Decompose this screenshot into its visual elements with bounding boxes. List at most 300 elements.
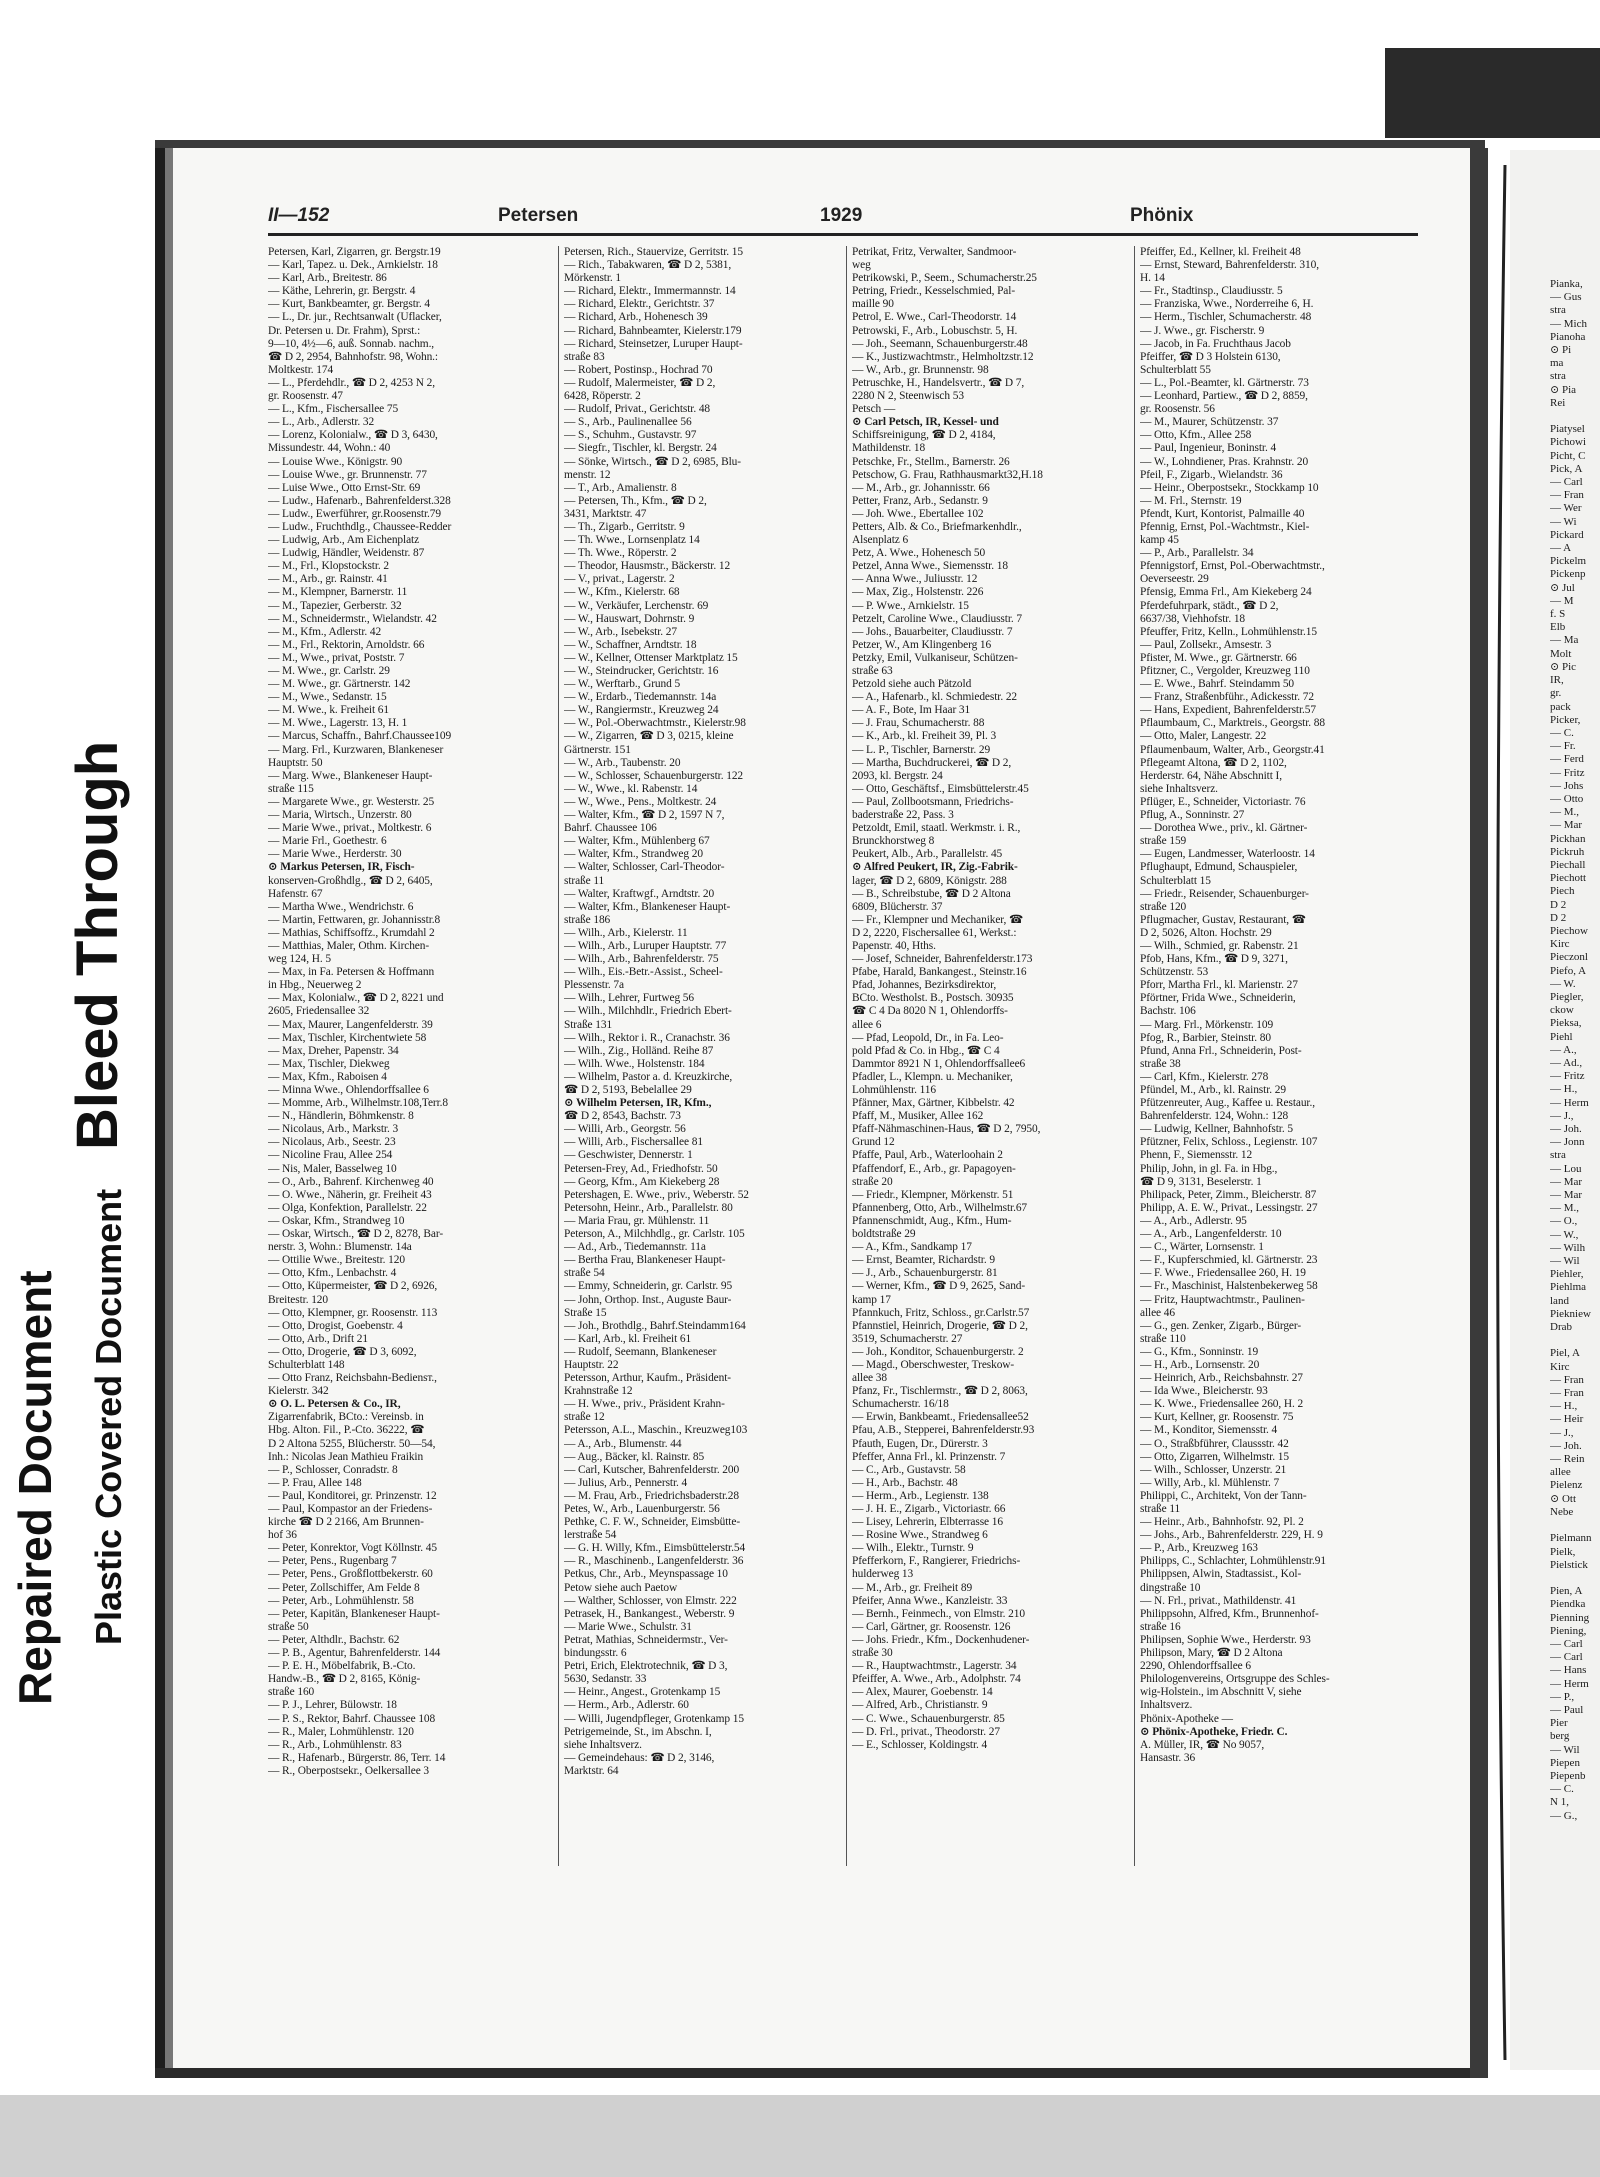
directory-entry-line: — Minna Wwe., Ohlendorffsallee 6 (268, 1084, 429, 1096)
directory-entry-line: — P., Arb., Kreuzweg 163 (1140, 1542, 1258, 1555)
directory-entry-line: straße 54 (564, 1267, 605, 1280)
edge-entry-line: Picht, C (1550, 449, 1586, 462)
directory-entry-line: — M., Wwe., privat, Poststr. 7 (268, 651, 405, 664)
directory-entry-line: — Walter, Kfm., ☎ D 2, 1597 N 7, (564, 809, 725, 822)
directory-entry-line: — Max, Zig., Holstenstr. 226 (852, 586, 984, 599)
directory-entry-line: — G., Kfm., Sonninstr. 19 (1140, 1345, 1259, 1358)
directory-entry-line: Schumacherstr. 16/18 (852, 1398, 949, 1411)
directory-entry-line: straße 160 (268, 1686, 315, 1699)
directory-entry-line: — Carl, Gärtner, gr. Roosenstr. 126 (852, 1620, 1011, 1633)
directory-entry-line: dingstraße 10 (1140, 1581, 1201, 1594)
header-section: Phönix (1130, 205, 1194, 226)
edge-entry-line: — Carl (1550, 476, 1583, 489)
directory-entry-line: in Hbg., Neuerweg 2 (268, 979, 362, 992)
edge-entry-line: — Wil (1550, 1743, 1580, 1756)
edge-entry-line: — Mar (1550, 1189, 1583, 1202)
directory-entry-line: allee 38 (852, 1372, 887, 1385)
edge-entry-line: land (1550, 1294, 1569, 1307)
directory-entry-line: — Maria Frau, gr. Mühlenstr. 11 (564, 1214, 710, 1227)
directory-entry-line: — C., Arb., Gustavstr. 58 (852, 1463, 966, 1476)
directory-entry-line: — M., Schneidermstr., Wielandstr. 42 (268, 612, 437, 625)
edge-entry-line: — W., (1550, 1228, 1579, 1241)
edge-entry-line: D 2 (1550, 898, 1567, 911)
directory-entry-line: — Pfad, Leopold, Dr., in Fa. Leo- (852, 1031, 1004, 1044)
directory-entry-line: Petersen-Frey, Ad., Friedhofstr. 50 (564, 1162, 718, 1175)
directory-entry-line: — Alfred, Arb., Christianstr. 9 (852, 1699, 988, 1712)
directory-entry-line: hof 36 (268, 1529, 297, 1542)
directory-entry-line: Kielerstr. 342 (268, 1385, 329, 1398)
directory-entry-line: Lohmühlenstr. 116 (852, 1084, 936, 1096)
directory-entry-line: — W., Hauswart, Dohrnstr. 9 (564, 612, 695, 625)
directory-entry-line: Pflughaupt, Edmund, Schauspieler, (1140, 861, 1298, 874)
directory-entry-line: — Geschwister, Dennerstr. 1 (564, 1149, 693, 1162)
directory-entry-line: straße 30 (852, 1647, 893, 1660)
edge-entry-line: — C. (1550, 726, 1574, 739)
edge-entry-line: — Herm (1550, 1096, 1589, 1109)
edge-entry-line: Pielstick (1550, 1558, 1588, 1571)
directory-entry-line: — P. J., Lehrer, Bülowstr. 18 (268, 1699, 397, 1712)
directory-entry-line: — Wilh., Lehrer, Furtweg 56 (564, 992, 694, 1005)
directory-entry-line: — F. Wwe., Friedensallee 260, H. 19 (1140, 1267, 1306, 1280)
directory-entry-line: — Aug., Bäcker, kl. Rainstr. 85 (564, 1450, 705, 1463)
edge-entry-line: Pier (1550, 1717, 1568, 1730)
edge-entry-line: Pianka, (1550, 278, 1583, 290)
edge-entry-line: Pielk, (1550, 1545, 1576, 1558)
directory-entry-line: straße 50 (268, 1620, 309, 1633)
directory-entry-line: Petruschke, H., Handelsvertr., ☎ D 7, (852, 376, 1025, 389)
directory-entry-line: — L., Arb., Adlerstr. 32 (268, 416, 375, 429)
directory-entry-line: — Joh., Seemann, Schauenburgerstr.48 (852, 337, 1028, 350)
edge-entry-line: ⊙ Pic (1550, 660, 1577, 673)
directory-entry-line: — Walter, Kfm., Strandweg 20 (564, 848, 703, 861)
directory-entry-line: Pfitzner, C., Vergolder, Kreuzweg 110 (1140, 665, 1310, 677)
edge-entry-line: — H., (1550, 1400, 1578, 1413)
directory-entry-line: — Gemeindehaus: ☎ D 2, 3146, (564, 1751, 715, 1764)
directory-entry-line: — Leonhard, Partiew., ☎ D 2, 8859, (1140, 390, 1308, 403)
edge-entry-line: Pickard (1550, 528, 1584, 541)
edge-entry-line (1550, 410, 1598, 423)
edge-entry-line: — G., (1550, 1809, 1578, 1822)
edge-entry-line: pack (1550, 700, 1571, 713)
directory-entry-line: — C. Wwe., Schauenburgerstr. 85 (852, 1712, 1005, 1725)
directory-entry-line: Inhaltsverz. (1140, 1699, 1193, 1712)
edge-entry-line: — Otto (1550, 792, 1584, 805)
directory-column-3 (852, 246, 1132, 1866)
directory-entry-line: — Herm., Arb., Legienstr. 138 (852, 1489, 989, 1502)
directory-entry-line: — Walter, Schlosser, Carl-Theodor- (564, 861, 725, 874)
directory-entry-line: ⊙ Wilhelm Petersen, IR, Kfm., (564, 1097, 712, 1110)
directory-entry-line: 9—10, 4½—6, auß. Sonnab. nachm., (268, 337, 435, 350)
directory-entry-line: Pflegeamt Altona, ☎ D 2, 1102, (1140, 756, 1287, 769)
directory-entry-line: — Ludwig, Händler, Weidenstr. 87 (268, 547, 425, 560)
edge-entry-line: Pichowi (1550, 436, 1587, 449)
directory-entry-line: Bahrf. Chaussee 106 (564, 822, 657, 835)
directory-entry-line: — Max, Maurer, Langenfelderstr. 39 (268, 1018, 433, 1031)
edge-entry-line: — M., (1550, 806, 1580, 819)
directory-entry-line: — Josef, Schneider, Bahrenfelderstr.173 (852, 953, 1033, 966)
edge-entry-line: Elb (1550, 621, 1566, 634)
directory-entry-line: — A., Hafenarb., kl. Schmiedestr. 22 (852, 691, 1018, 704)
directory-entry-line: — R., Hauptwachtmstr., Lagerstr. 34 (852, 1660, 1017, 1673)
directory-entry-line: — A., Arb., Blumenstr. 44 (564, 1437, 682, 1450)
directory-entry-line: Moltkestr. 174 (268, 363, 334, 376)
directory-entry-line: Plessenstr. 7a (564, 979, 624, 992)
directory-entry-line: — H., Arb., Lornsenstr. 20 (1140, 1358, 1260, 1371)
directory-entry-line: — Johs. Friedr., Kfm., Dockenhudener- (852, 1633, 1030, 1646)
directory-entry-line: — Käthe, Lehrerin, gr. Bergstr. 4 (268, 285, 416, 298)
directory-entry-line: Pflaumbaum, C., Marktreis., Georgstr. 88 (1140, 717, 1325, 730)
directory-entry-line: — Ernst, Beamter, Richardstr. 9 (852, 1254, 995, 1267)
directory-entry-line: Hauptstr. 22 (564, 1358, 619, 1371)
directory-entry-line: H. 14 (1140, 272, 1165, 285)
directory-entry-line: straße 83 (564, 350, 605, 363)
directory-entry-line: — Maria, Wirtsch., Unzerstr. 80 (268, 809, 412, 822)
directory-entry-line: Pfannstiel, Heinrich, Drogerie, ☎ D 2, (852, 1319, 1028, 1332)
directory-entry-line: — M. Wwe., gr. Gärtnerstr. 142 (268, 678, 411, 691)
directory-entry-line: — Kurt, Kellner, gr. Roosenstr. 75 (1140, 1411, 1294, 1424)
edge-entry-line: ckow (1550, 1004, 1574, 1017)
directory-entry-line: — Max, Kolonialw., ☎ D 2, 8221 und (268, 992, 444, 1005)
directory-entry-line: ☎ D 9, 3131, Beselerstr. 1 (1140, 1175, 1262, 1188)
directory-entry-line: Philipp, A. E. W., Privat., Lessingstr. 27 (1140, 1201, 1318, 1214)
edge-entry-line: Molt (1550, 647, 1572, 660)
directory-entry-line: — Nis, Maler, Basselweg 10 (268, 1162, 397, 1175)
directory-entry-line: — N. Frl., privat., Mathildenstr. 41 (1140, 1594, 1297, 1607)
directory-entry-line: — Paul, Konditorei, gr. Prinzenstr. 12 (268, 1489, 437, 1502)
directory-entry-line: Pethke, C. F. W., Schneider, Eimsbütte- (564, 1516, 741, 1529)
directory-entry-line: — Ludwig, Arb., Am Eichenplatz (268, 534, 420, 547)
directory-entry-line: — Ludw., Hafenarb., Bahrenfelderst.328 (268, 494, 451, 507)
directory-entry-line: — Wilh., Schlosser, Unzerstr. 21 (1140, 1463, 1287, 1476)
directory-entry-line: — Richard, Steinsetzer, Luruper Haupt- (564, 337, 743, 350)
directory-entry-line: — Otto, Zigarren, Wilhelmstr. 15 (1140, 1450, 1289, 1463)
directory-entry-line: — M., Wwe., Sedanstr. 15 (268, 691, 387, 704)
directory-entry-line: lerstraße 54 (564, 1529, 617, 1542)
directory-entry-line: — P. Frau, Allee 148 (268, 1476, 362, 1489)
directory-entry-line: — O., Straßbführer, Claussstr. 42 (1140, 1437, 1289, 1450)
directory-entry-line: Petschke, Fr., Stellm., Barnerstr. 26 (852, 455, 1010, 468)
directory-entry-line: — Rudolf, Privat., Gerichtstr. 48 (564, 403, 711, 416)
edge-entry-line: Piendka (1550, 1598, 1586, 1611)
directory-entry-line: Philipson, Mary, ☎ D 2 Altona (1140, 1647, 1283, 1660)
directory-entry-line: Straße 131 (564, 1018, 613, 1031)
directory-entry-line: — Peter, Zollschiffer, Am Felde 8 (268, 1581, 420, 1594)
directory-entry-line: Petri, Erich, Elektrotechnik, ☎ D 3, (564, 1660, 728, 1673)
directory-entry-line: Petzer, W., Am Klingenberg 16 (852, 638, 992, 651)
edge-entry-line (1550, 1519, 1598, 1532)
directory-entry-line: Phenn, F., Siemensstr. 12 (1140, 1149, 1253, 1162)
directory-entry-line: — M., Maurer, Schützenstr. 37 (1140, 416, 1279, 429)
directory-column-2 (564, 246, 844, 1866)
directory-entry-line: Pfänner, Max, Gärtner, Kibbelstr. 42 (852, 1097, 1015, 1110)
directory-entry-line: — G., gen. Zenker, Zigarb., Bürger- (1140, 1319, 1302, 1332)
directory-entry-line: Schulterblatt 15 (1140, 874, 1211, 887)
directory-entry-line: Petersen, Rich., Stauervize, Gerritstr. 15 (564, 246, 743, 258)
directory-entry-line: — M. Frau, Arb., Friedrichsbaderstr.28 (564, 1489, 739, 1502)
directory-entry-line: — M., Frl., Klopstockstr. 2 (268, 560, 390, 573)
directory-entry-line: Inh.: Nicolas Jean Mathieu Fraikin (268, 1450, 424, 1463)
edge-entry-line: ⊙ Ott (1550, 1492, 1577, 1505)
directory-entry-line: — Dorothea Wwe., priv., kl. Gärtner- (1140, 822, 1308, 835)
directory-entry-line: straße 38 (1140, 1057, 1181, 1070)
directory-entry-line: — Alex, Maurer, Goebenstr. 14 (852, 1686, 993, 1699)
edge-entry-line: — Fran (1550, 1373, 1584, 1386)
directory-entry-line: — Peter, Pens., Rugenbarg 7 (268, 1555, 397, 1568)
directory-entry-line: — Ottilie Wwe., Breitestr. 120 (268, 1254, 405, 1267)
edge-entry-line: Piech (1550, 885, 1575, 898)
directory-entry-line: — Sönke, Wirtsch., ☎ D 2, 6985, Blu- (564, 455, 741, 468)
edge-entry-line: — Hans (1550, 1664, 1587, 1677)
edge-entry-line: f. S (1550, 608, 1566, 621)
directory-entry-line: — M., Arb., gr. Rainstr. 41 (268, 573, 388, 586)
directory-entry-line: Petersohn, Heinr., Arb., Parallelstr. 80 (564, 1201, 733, 1214)
directory-entry-line: — Lisey, Lehrerin, Elbterrasse 16 (852, 1516, 1003, 1529)
directory-entry-line: Pfaff, M., Musiker, Allee 162 (852, 1110, 984, 1123)
edge-entry-line: — Joh. (1550, 1439, 1582, 1452)
directory-entry-line: — M., Arb., gr. Johannisstr. 66 (852, 481, 990, 494)
edge-entry-line: Pick, A (1550, 462, 1583, 475)
directory-entry-line: — Marie Wwe., Schulstr. 31 (564, 1620, 692, 1633)
edge-entry-line: Pielenz (1550, 1479, 1583, 1492)
directory-entry-line: siehe Inhaltsverz. (1140, 782, 1218, 795)
directory-entry-line: — Hans, Expedient, Bahrenfelderstr.57 (1140, 704, 1316, 717)
edge-entry-line: Pieksa, (1550, 1017, 1582, 1030)
directory-entry-line: Pfützenreuter, Aug., Kaffee u. Restaur., (1140, 1097, 1315, 1110)
directory-entry-line: — Peter, Konrektor, Vogt Köllnstr. 45 (268, 1542, 437, 1555)
edge-entry-line: ⊙ Jul (1550, 581, 1575, 594)
directory-entry-line: — W., Arb., Isebekstr. 27 (564, 625, 677, 638)
directory-entry-line: Schulterblatt 148 (268, 1358, 345, 1371)
next-page-edge-column (1550, 278, 1598, 1878)
directory-entry-line: Petkus, Chr., Arb., Meynspassage 10 (564, 1568, 728, 1581)
edge-entry-line: — A (1550, 542, 1572, 555)
directory-entry-line: Pfabe, Harald, Bankangest., Steinstr.16 (852, 966, 1027, 979)
directory-entry-line: Pfannenschmidt, Aug., Kfm., Hum- (852, 1214, 1012, 1227)
edge-entry-line: Pickruh (1550, 845, 1585, 858)
directory-entry-line: — M. Wwe., Lagerstr. 13, H. 1 (268, 717, 408, 730)
directory-entry-line: Philippi, C., Architekt, Von der Tann- (1140, 1489, 1307, 1502)
directory-entry-line: — M. Frl., Sternstr. 19 (1140, 494, 1242, 507)
edge-entry-line: — Wilh (1550, 1241, 1586, 1254)
directory-entry-line: — H. Wwe., priv., Präsident Krahn- (564, 1398, 725, 1411)
directory-entry-line: 5630, Sedanstr. 33 (564, 1673, 647, 1686)
directory-entry-line: Hauptstr. 50 (268, 756, 323, 769)
directory-entry-line: 2093, kl. Bergstr. 24 (852, 769, 943, 782)
directory-entry-line: — Heinr., Oberpostsekr., Stockkamp 10 (1140, 481, 1319, 494)
directory-entry-line: — Max, Tischler, Diekweg (268, 1057, 390, 1070)
directory-entry-line: — Paul, Kompastor an der Friedens- (268, 1503, 433, 1515)
directory-entry-line: — M., Frl., Rektorin, Arnoldstr. 66 (268, 638, 425, 651)
directory-entry-line: 3519, Schumacherstr. 27 (852, 1332, 963, 1345)
directory-entry-line: Zigarrenfabrik, BCto.: Vereinsb. in (268, 1411, 424, 1424)
directory-entry-line: — Karl, Arb., Breitestr. 86 (268, 272, 387, 285)
directory-entry-line: — A., Kfm., Sandkamp 17 (852, 1241, 972, 1254)
edge-entry-line: — Mar (1550, 819, 1583, 832)
directory-entry-line: — Louise Wwe., gr. Brunnenstr. 77 (268, 468, 427, 481)
directory-entry-line: — Olga, Konfektion, Parallelstr. 22 (268, 1201, 427, 1214)
directory-entry-line: Petrikowski, P., Seem., Schumacherstr.25 (852, 272, 1037, 285)
directory-entry-line: straße 120 (1140, 900, 1187, 913)
directory-entry-line: — Ludw., Ewerführer, gr.Roosenstr.79 (268, 507, 441, 520)
directory-entry-line: — P. Wwe., Arnkielstr. 15 (852, 599, 969, 612)
directory-entry-line: — Joh. Wwe., Ebertallee 102 (852, 507, 984, 520)
directory-entry-line: siehe Inhaltsverz. (564, 1738, 642, 1751)
directory-entry-line: hulderweg 13 (852, 1568, 914, 1581)
directory-entry-line: — Julius, Arb., Pennerstr. 4 (564, 1476, 688, 1489)
edge-entry-line: Picker, (1550, 713, 1581, 726)
directory-entry-line: — L., Pol.-Beamter, kl. Gärtnerstr. 73 (1140, 376, 1309, 389)
directory-entry-line: — Joh., Brothdlg., Bahrf.Steindamm164 (564, 1319, 746, 1332)
edge-entry-line: — Ad., (1550, 1056, 1583, 1069)
directory-entry-line: — Wilh., Milchhdlr., Friedrich Ebert- (564, 1005, 732, 1018)
header-surname: Petersen (498, 205, 579, 226)
directory-entry-line: Pflugmacher, Gustav, Restaurant, ☎ (1140, 913, 1306, 926)
directory-entry-line: — Bernh., Feinmech., von Elmstr. 210 (852, 1607, 1025, 1620)
directory-entry-line: Petsch — (852, 403, 896, 416)
directory-entry-line: — Momme, Arb., Wilhelmstr.108,Terr.8 (268, 1097, 449, 1110)
directory-column-4 (1140, 246, 1420, 1866)
edge-entry-line: — Rein (1550, 1453, 1585, 1466)
directory-entry-line: Grund 12 (852, 1136, 895, 1149)
directory-entry-line: Philipps, C., Schlachter, Lohmühlenstr.91 (1140, 1555, 1326, 1568)
directory-entry-line: — Ludwig, Kellner, Bahnhofstr. 5 (1140, 1123, 1293, 1136)
edge-entry-line: Kirc (1550, 938, 1570, 951)
directory-entry-line: — W., Pol.-Oberwachtmstr., Kielerstr.98 (564, 717, 746, 730)
directory-entry-line: — G. H. Willy, Kfm., Eimsbüttelerstr.54 (564, 1542, 746, 1555)
directory-entry-line: Straße 15 (564, 1306, 607, 1319)
directory-entry-line: straße 110 (1140, 1332, 1186, 1345)
directory-entry-line: — Mathias, Schiffsoffz., Krumdahl 2 (268, 926, 435, 939)
directory-entry-line: Alsenplatz 6 (852, 534, 909, 547)
directory-entry-line: — Oskar, Kfm., Strandweg 10 (268, 1214, 405, 1227)
edge-entry-line: — M (1550, 594, 1574, 607)
directory-entry-line: — Wilh., Eis.-Betr.-Assist., Scheel- (564, 966, 723, 979)
directory-entry-line: — Georg, Kfm., Am Kiekeberg 28 (564, 1175, 720, 1188)
directory-entry-line: — Otto, Drogist, Goebenstr. 4 (268, 1319, 403, 1332)
directory-entry-line: Dr. Petersen u. Dr. Frahm), Sprst.: (268, 324, 421, 337)
directory-entry-line: — Otto, Maler, Langestr. 22 (1140, 730, 1267, 743)
directory-entry-line: — W., Arb., gr. Brunnenstr. 98 (852, 363, 989, 376)
edge-entry-line: — W. (1550, 977, 1576, 990)
directory-entry-line: straße 16 (1140, 1620, 1181, 1633)
directory-entry-line: — Fr., Stadtinsp., Claudiusstr. 5 (1140, 285, 1283, 298)
directory-entry-line: — C., Wärter, Lornsenstr. 1 (1140, 1241, 1264, 1254)
directory-entry-line: Petzoldt, Emil, staatl. Werkmstr. i. R., (852, 822, 1021, 835)
edge-entry-line: stra (1550, 1149, 1566, 1162)
directory-entry-line: Bahrenfelderstr. 124, Wohn.: 128 (1140, 1110, 1289, 1123)
directory-entry-line: Pforr, Martha Frl., kl. Marienstr. 27 (1140, 979, 1298, 992)
directory-entry-line: ☎ D 2, 8543, Bachstr. 73 (564, 1110, 681, 1123)
directory-entry-line: — K. Wwe., Friedensallee 260, H. 2 (1140, 1398, 1304, 1411)
directory-entry-line: Papenstr. 40, Hths. (852, 939, 936, 952)
edge-entry-line: — H., (1550, 1083, 1578, 1096)
edge-entry-line: — J., (1550, 1426, 1574, 1439)
edge-entry-line: — Ferd (1550, 753, 1584, 766)
directory-entry-line: — O., Arb., Bahrenf. Kirchenweg 40 (268, 1175, 434, 1188)
directory-entry-line: straße 12 (564, 1411, 605, 1424)
edge-entry-line: D 2 (1550, 911, 1567, 924)
edge-entry-line: — Fritz (1550, 766, 1585, 779)
edge-entry-line: ⊙ Pia (1550, 383, 1577, 396)
directory-entry-line: — Richard, Elektr., Gerichtstr. 37 (564, 298, 715, 311)
directory-entry-line: Schützenstr. 53 (1140, 966, 1209, 979)
directory-entry-line: — Johs., Arb., Bahrenfelderstr. 229, H. 9 (1140, 1529, 1323, 1542)
directory-entry-line: ☎ D 2, 5193, Bebelallee 29 (564, 1084, 692, 1096)
directory-entry-line: D 2, 2220, Fischersallee 61, Werkst.: (852, 926, 1017, 939)
directory-entry-line: Petersson, A.L., Maschin., Kreuzweg103 (564, 1424, 748, 1437)
edge-entry-line: — Lou (1550, 1162, 1582, 1175)
directory-entry-line: — Siegfr., Tischler, kl. Bergstr. 24 (564, 442, 717, 455)
directory-entry-line: 2605, Friedensallee 32 (268, 1005, 370, 1018)
edge-entry-line: — Ma (1550, 634, 1579, 647)
directory-entry-line: — Eugen, Landmesser, Waterloostr. 14 (1140, 848, 1315, 861)
repaired-document-label: Repaired Document (9, 1270, 61, 1705)
directory-entry-line: — Otto, Kfm., Allee 258 (1140, 429, 1252, 442)
header-year: 1929 (820, 205, 863, 226)
edge-entry-line: Piening, (1550, 1624, 1587, 1637)
directory-entry-line: Pfaff-Nähmaschinen-Haus, ☎ D 2, 7950, (852, 1123, 1041, 1136)
directory-entry-line: nerstr. 3, Wohn.: Blumenstr. 14a (268, 1241, 412, 1254)
directory-entry-line: — J. Frau, Schumacherstr. 88 (852, 717, 985, 730)
directory-entry-line: ⊙ Carl Petsch, IR, Kessel- und (852, 416, 999, 429)
directory-entry-line: Philippsen, Alwin, Stadtassist., Kol- (1140, 1568, 1302, 1581)
directory-entry-line: — Max, Kfm., Raboisen 4 (268, 1070, 387, 1083)
directory-entry-line: — P. B., Agentur, Bahrenfelderstr. 144 (268, 1647, 441, 1660)
edge-entry-line: — Fran (1550, 489, 1584, 502)
directory-entry-line: ☎ C 4 Da 8020 N 1, Ohlendorffs- (852, 1005, 1008, 1018)
directory-entry-line: — W., Arb., Taubenstr. 20 (564, 756, 681, 769)
edge-entry-line: Pielmann (1550, 1532, 1592, 1545)
directory-entry-line: — Walter, Kfm., Blankeneser Haupt- (564, 900, 731, 913)
directory-entry-line: Pflüger, E., Schneider, Victoriastr. 76 (1140, 795, 1306, 808)
directory-entry-line: — Peter, Kapitän, Blankeneser Haupt- (268, 1607, 440, 1620)
directory-entry-line: — Margarete Wwe., gr. Westerstr. 25 (268, 795, 435, 808)
edge-entry-line: — Paul (1550, 1703, 1584, 1716)
directory-entry-line: — W., Rangiermstr., Kreuzweg 24 (564, 704, 719, 717)
directory-entry-line: gr. Roosenstr. 47 (268, 390, 343, 403)
directory-entry-line: Pfadler, L., Klempn. u. Mechaniker, (852, 1070, 1013, 1083)
directory-entry-line: — E. Wwe., Bahrf. Steindamm 50 (1140, 678, 1295, 691)
directory-entry-line: ⊙ Phönix-Apotheke, Friedr. C. (1140, 1725, 1288, 1738)
directory-entry-line: — Rosine Wwe., Strandweg 6 (852, 1529, 988, 1542)
directory-entry-line: Petrigemeinde, St., im Abschn. I, (564, 1725, 712, 1738)
directory-entry-line: Pferdefuhrpark, städt., ☎ D 2, (1140, 599, 1279, 612)
directory-entry-line: Schulterblatt 55 (1140, 363, 1211, 376)
directory-columns (268, 246, 1418, 1866)
directory-entry-line: gr. Roosenstr. 56 (1140, 403, 1215, 416)
edge-entry-line: — Joh. (1550, 1123, 1582, 1135)
directory-entry-line: Pfeil, F., Zigarb., Wielandstr. 36 (1140, 468, 1283, 481)
directory-entry-line: Petrasek, H., Bankangest., Weberstr. 9 (564, 1607, 735, 1620)
directory-entry-line: — Martha Wwe., Wendrichstr. 6 (268, 900, 414, 913)
edge-entry-line: — C. (1550, 1783, 1574, 1796)
directory-entry-line: — Franziska, Wwe., Norderreihe 6, H. (1140, 298, 1314, 311)
directory-entry-line: — R., Oberpostsekr., Oelkersallee 3 (268, 1764, 429, 1777)
directory-entry-line: — Nicoline Frau, Allee 254 (268, 1149, 393, 1162)
directory-entry-line: — Franz, Straßenbführ., Adickesstr. 72 (1140, 691, 1314, 704)
directory-entry-line: straße 159 (1140, 835, 1187, 848)
directory-entry-line: Pfund, Anna Frl., Schneiderin, Post- (1140, 1044, 1302, 1057)
directory-entry-line: kirche ☎ D 2 2166, Am Brunnen- (268, 1516, 424, 1529)
edge-entry-line: Kirc (1550, 1360, 1570, 1373)
directory-entry-line: — Anna Wwe., Juliusstr. 12 (852, 573, 978, 586)
directory-entry-line: — Friedr., Klempner, Mörkenstr. 51 (852, 1188, 1014, 1201)
directory-entry-line: — Marg. Frl., Mörkenstr. 109 (1140, 1018, 1274, 1031)
directory-entry-line: Bachstr. 106 (1140, 1005, 1196, 1018)
directory-entry-line: — S., Schuhm., Gustavstr. 97 (564, 429, 697, 442)
directory-entry-line: — Marie Frl., Goethestr. 6 (268, 835, 387, 848)
edge-entry-line: — J., (1550, 1109, 1574, 1122)
